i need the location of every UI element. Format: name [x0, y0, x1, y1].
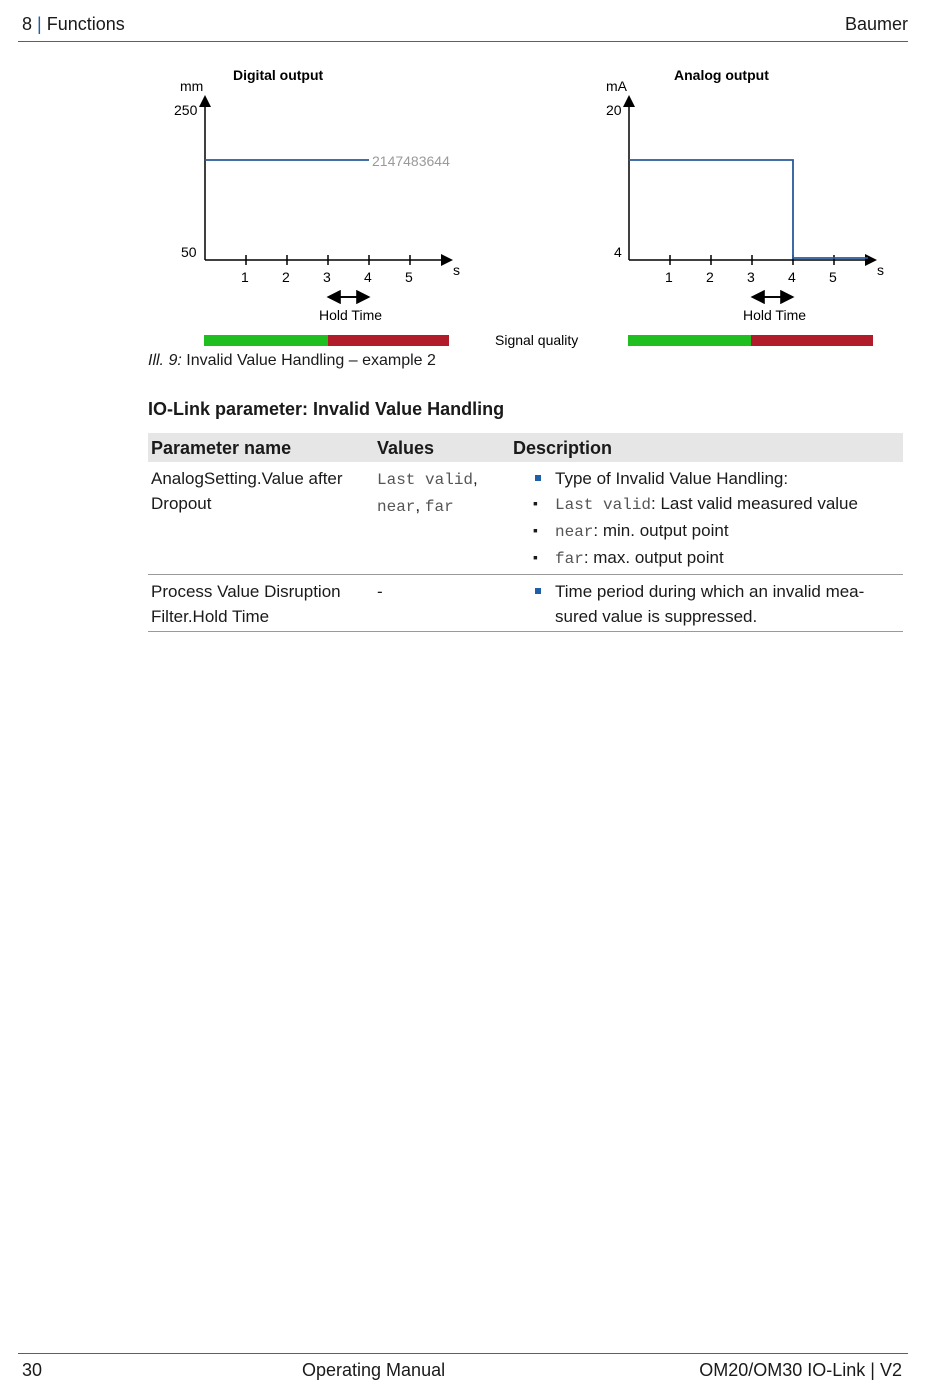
digital-y-unit: mm: [180, 78, 204, 94]
product-version: OM20/OM30 IO-Link | V2: [699, 1360, 902, 1380]
analog-tick-label: 1: [665, 269, 673, 285]
chapter-number: 8: [22, 14, 33, 34]
chapter-title: Functions: [46, 14, 125, 34]
parameter-name-cell: Process Value Disruption Filter.Hold Time: [148, 575, 374, 632]
footer-rule: [18, 1353, 908, 1354]
digital-output-chart: [174, 67, 460, 346]
analog-y-bottom-label: 4: [614, 244, 622, 260]
parameter-table: [148, 433, 903, 632]
digital-tick-label: 5: [405, 269, 413, 285]
analog-chart-title: Analog output: [674, 67, 769, 83]
analog-hold-label: Hold Time: [743, 307, 807, 323]
analog-output-chart: [606, 67, 884, 346]
column-header-description: Description: [510, 433, 903, 462]
bullet-square-icon: [535, 475, 541, 481]
column-header-parameter-name: Parameter name: [148, 433, 374, 462]
digital-x-unit: s: [453, 262, 460, 278]
description-bullet: [513, 579, 900, 629]
digital-tick-label: 2: [282, 269, 290, 285]
analog-y-top-label: 20: [606, 102, 622, 118]
description-bullet: [513, 466, 900, 491]
value-option: near: [377, 498, 416, 516]
header-separator: |: [37, 14, 42, 34]
description-cell: [510, 575, 903, 632]
analog-quality-bad: [751, 335, 873, 346]
page-number: 30: [22, 1360, 43, 1380]
signal-quality-label: Signal quality: [495, 332, 579, 348]
caption-text: Invalid Value Handling – example 2: [186, 352, 436, 369]
sub-item-text: : max. output point: [583, 548, 724, 567]
sub-bullet-icon: ▪: [533, 495, 538, 511]
analog-signal-line: [629, 160, 868, 258]
sub-item-code: near: [555, 523, 594, 541]
description-sub-item: [513, 518, 900, 545]
section-title: IO-Link parameter: Invalid Value Handling: [148, 399, 505, 419]
brand-name: Baumer: [844, 14, 908, 34]
sub-bullet-icon: ▪: [533, 522, 538, 538]
sub-item-text: : Last valid measured value: [651, 494, 858, 513]
value-option: Last valid: [377, 471, 474, 489]
table-header-row: [148, 433, 903, 462]
digital-hold-value: 2147483644: [372, 153, 450, 169]
sub-item-text: : min. output point: [593, 521, 729, 540]
value-option: far: [424, 498, 454, 516]
parameter-name-cell: AnalogSetting.Value after Dropout: [148, 462, 374, 575]
digital-quality-good: [204, 335, 328, 346]
digital-chart-title: Digital output: [233, 67, 324, 83]
column-header-values: Values: [374, 433, 510, 462]
bullet-text: Time period during which an invalid mea- sured value is suppressed.: [555, 582, 865, 626]
table-row: [148, 462, 903, 575]
caption-prefix: Ill. 9:: [148, 352, 182, 369]
analog-tick-label: 4: [788, 269, 796, 285]
bullet-text: Type of Invalid Value Handling:: [555, 469, 789, 488]
value-separator: ,: [415, 496, 421, 515]
analog-quality-good: [628, 335, 751, 346]
analog-tick-label: 2: [706, 269, 714, 285]
digital-y-top-label: 250: [174, 102, 198, 118]
figure-invalid-value-handling: [0, 0, 950, 380]
sub-item-code: far: [555, 550, 584, 568]
digital-tick-label: 3: [323, 269, 331, 285]
analog-y-unit: mA: [606, 78, 627, 94]
description-sub-item: [513, 491, 900, 518]
digital-tick-label: 4: [364, 269, 372, 285]
sub-bullet-icon: ▪: [533, 549, 538, 565]
table-row: [148, 575, 903, 632]
page-footer: [22, 1360, 902, 1380]
values-cell: [374, 462, 510, 575]
document-type: Operating Manual: [302, 1360, 446, 1380]
figure-caption: [148, 352, 436, 370]
bullet-square-icon: [535, 588, 541, 594]
digital-quality-bad: [328, 335, 449, 346]
digital-tick-label: 1: [241, 269, 249, 285]
digital-hold-label: Hold Time: [319, 307, 383, 323]
analog-tick-label: 3: [747, 269, 755, 285]
value-separator: ,: [473, 469, 478, 488]
analog-x-unit: s: [877, 262, 884, 278]
analog-tick-label: 5: [829, 269, 837, 285]
description-cell: [510, 462, 903, 575]
digital-y-bottom-label: 50: [181, 244, 197, 260]
description-sub-item: [513, 545, 900, 572]
sub-item-code: Last valid: [555, 496, 652, 514]
values-cell: -: [374, 575, 510, 632]
